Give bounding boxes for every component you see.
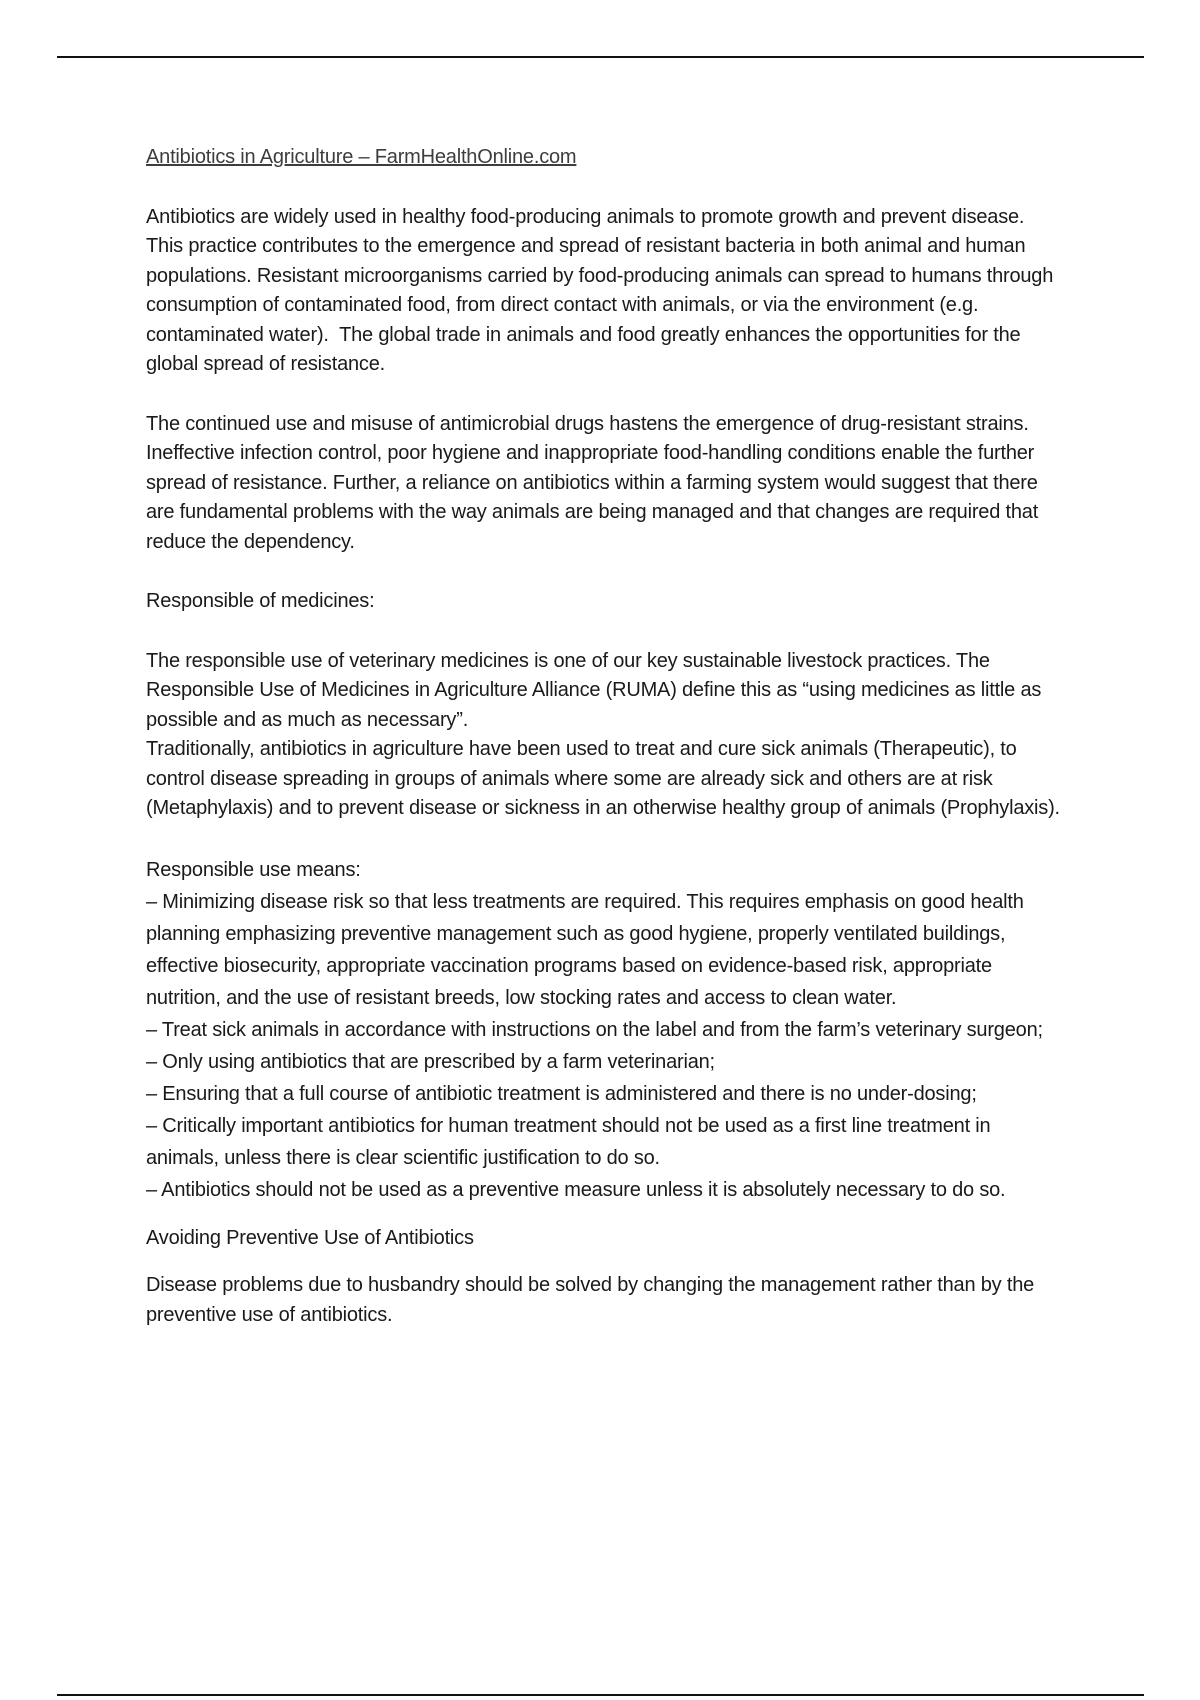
responsible-use-list (146, 854, 1066, 1206)
footer-rule (57, 1694, 1144, 1696)
paragraph-responsible-use: The responsible use of veterinary medicines is one of our key sustainable livestock practices. The Responsible Use of Medicines in Agriculture Alliance (RUMA) define this as “using medicines as little as possible and as much as necessary”. (146, 649, 1047, 731)
paragraph-intro: Antibiotics are widely used in healthy food-producing animals to promote growth and prevent disease. This practice contributes to the emergence and spread of resistant bacteria in both animal and human populations. Resistant microorganisms carried by food-producing animals can spread to humans through consumption of contaminated food, from direct contact with animals, or via the environment (e.g. contaminated water). The global trade in animals and food greatly enhances the opportunities for the global spread of resistance. (146, 205, 1059, 375)
section-heading-preventive: Avoiding Preventive Use of Antibiotics (146, 1226, 474, 1249)
paragraph-husbandry: Disease problems due to husbandry should be solved by changing the management rather than by the preventive use of antibiotics. (146, 1274, 1040, 1326)
list-intro: Responsible use means: (146, 858, 361, 881)
section-heading-responsible: Responsible of medicines: (146, 590, 375, 612)
list-item: – Ensuring that a full course of antibiotic treatment is administered and there is no under-dosing; (146, 1082, 977, 1105)
list-item: – Critically important antibiotics for human treatment should not be used as a first line treatment in animals, unless there is clear scientific justification to do so. (146, 1114, 991, 1169)
list-item: – Antibiotics should not be used as a preventive measure unless it is absolutely necessary to do so. (146, 1178, 1006, 1201)
list-item: – Treat sick animals in accordance with instructions on the label and from the farm’s veterinary surgeon; (146, 1018, 1043, 1041)
paragraph-traditional-use: Traditionally, antibiotics in agriculture have been used to treat and cure sick animals (Therapeutic), to control disease spreading in groups of animals where some are already sick and others are at risk (Metaphylaxis) and to prevent disease or sickness in an otherwise healthy group of animals (Prophylaxis). (146, 738, 1060, 819)
source-title-link[interactable]: Antibiotics in Agriculture – FarmHealthOnline.com (146, 146, 577, 168)
header-rule (57, 56, 1144, 58)
list-item: – Only using antibiotics that are prescribed by a farm veterinarian; (146, 1050, 715, 1073)
list-item: – Minimizing disease risk so that less treatments are required. This requires emphasis on good health planning emphasizing preventive management such as good hygiene, properly ventilated buildings, effective biosecurity, appropriate vaccination programs based on evidence-based risk, appropriate nutrition, and the use of resistant breeds, low stocking rates and access to clean water. (146, 890, 1024, 1009)
document-body (146, 143, 1066, 1360)
paragraph-misuse: The continued use and misuse of antimicrobial drugs hastens the emergence of drug-resistant strains. Ineffective infection control, poor hygiene and inappropriate food-handling conditions enable the further spread of resistance. Further, a reliance on antibiotics within a farming system would suggest that there are fundamental problems with the way animals are being managed and that changes are required that reduce the dependency. (146, 412, 1044, 553)
